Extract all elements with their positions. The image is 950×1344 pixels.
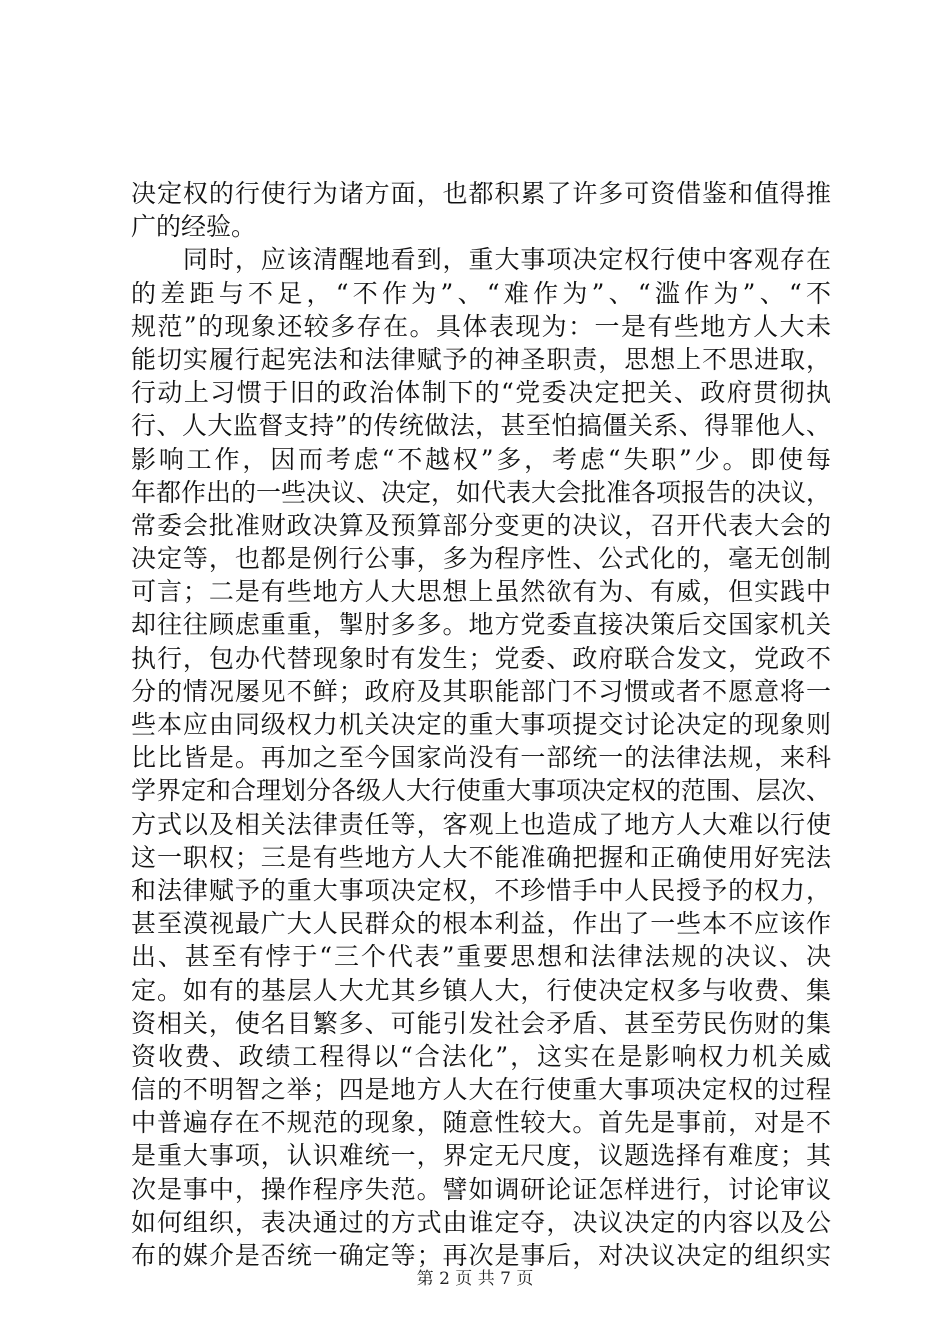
text-line: 中普遍存在不规范的现象，随意性较大。首先是事前，对是不 — [131, 1108, 831, 1138]
text-line: 学界定和合理划分各级人大行使重大事项决定权的范围、层次、 — [131, 776, 832, 806]
text-line: 的差距与不足，“不作为”、“难作为”、“滥作为”、“不 — [131, 278, 831, 308]
text-line: 次是事中，操作程序失范。譬如调研论证怎样进行，讨论审议 — [131, 1174, 831, 1204]
text-line: 影响工作，因而考虑“不越权”多，考虑“失职”少。即使每 — [131, 444, 831, 474]
text-line: 年都作出的一些决议、决定，如代表大会批准各项报告的决议， — [131, 477, 832, 507]
text-line: 执行，包办代替现象时有发生；党委、政府联合发文，党政不 — [131, 643, 831, 673]
text-line: 可言；二是有些地方人大思想上虽然欲有为、有威，但实践中 — [131, 577, 831, 607]
text-line: 资相关，使名目繁多、可能引发社会矛盾、甚至劳民伤财的集 — [131, 1008, 831, 1038]
text-line: 同时，应该清醒地看到，重大事项决定权行使中客观存在 — [131, 245, 831, 275]
text-line: 分的情况屡见不鲜；政府及其职能部门不习惯或者不愿意将一 — [131, 676, 831, 706]
text-line: 行动上习惯于旧的政治体制下的“党委决定把关、政府贯彻执 — [131, 378, 831, 408]
text-line: 资收费、政绩工程得以“合法化”，这实在是影响权力机关威 — [131, 1041, 831, 1071]
text-line: 决定等，也都是例行公事，多为程序性、公式化的，毫无创制 — [131, 544, 831, 574]
text-line: 些本应由同级权力机关决定的重大事项提交讨论决定的现象则 — [131, 710, 831, 739]
text-line: 规范”的现象还较多存在。具体表现为：一是有些地方人大未 — [131, 311, 831, 341]
text-line: 布的媒介是否统一确定等；再次是事后，对决议决定的组织实 — [131, 1241, 831, 1270]
text-line: 能切实履行起宪法和法律赋予的神圣职责，思想上不思进取， — [131, 344, 831, 374]
page-number-footer: 第 2 页 共 7 页 — [416, 1269, 534, 1289]
text-line: 方式以及相关法律责任等，客观上也造成了地方人大难以行使 — [131, 809, 831, 839]
text-line: 甚至漠视最广大人民群众的根本利益，作出了一些本不应该作 — [131, 909, 831, 939]
text-line: 如何组织，表决通过的方式由谁定夺，决议决定的内容以及公 — [131, 1207, 831, 1237]
text-line: 出、甚至有悖于“三个代表”重要思想和法律法规的决议、决 — [131, 942, 831, 972]
text-line: 和法律赋予的重大事项决定权，不珍惜手中人民授予的权力， — [131, 875, 831, 905]
text-line: 常委会批准财政决算及预算部分变更的决议，召开代表大会的 — [131, 510, 831, 540]
text-line: 这一职权；三是有些地方人大不能准确把握和正确使用好宪法 — [131, 842, 831, 872]
text-line: 广的经验。 — [131, 212, 257, 242]
text-line: 定。如有的基层人大尤其乡镇人大，行使决定权多与收费、集 — [131, 975, 831, 1005]
text-line: 却往往顾虑重重，掣肘多多。地方党委直接决策后交国家机关 — [131, 610, 831, 640]
text-line: 行、人大监督支持”的传统做法，甚至怕搞僵关系、得罪他人、 — [131, 411, 831, 441]
text-line: 比比皆是。再加之至今国家尚没有一部统一的法律法规，来科 — [131, 743, 831, 773]
text-line: 信的不明智之举；四是地方人大在行使重大事项决定权的过程 — [131, 1075, 831, 1105]
text-line: 是重大事项，认识难统一，界定无尺度，议题选择有难度；其 — [131, 1141, 831, 1171]
body-text — [131, 177, 831, 1272]
text-line: 决定权的行使行为诸方面，也都积累了许多可资借鉴和值得推 — [131, 179, 831, 208]
